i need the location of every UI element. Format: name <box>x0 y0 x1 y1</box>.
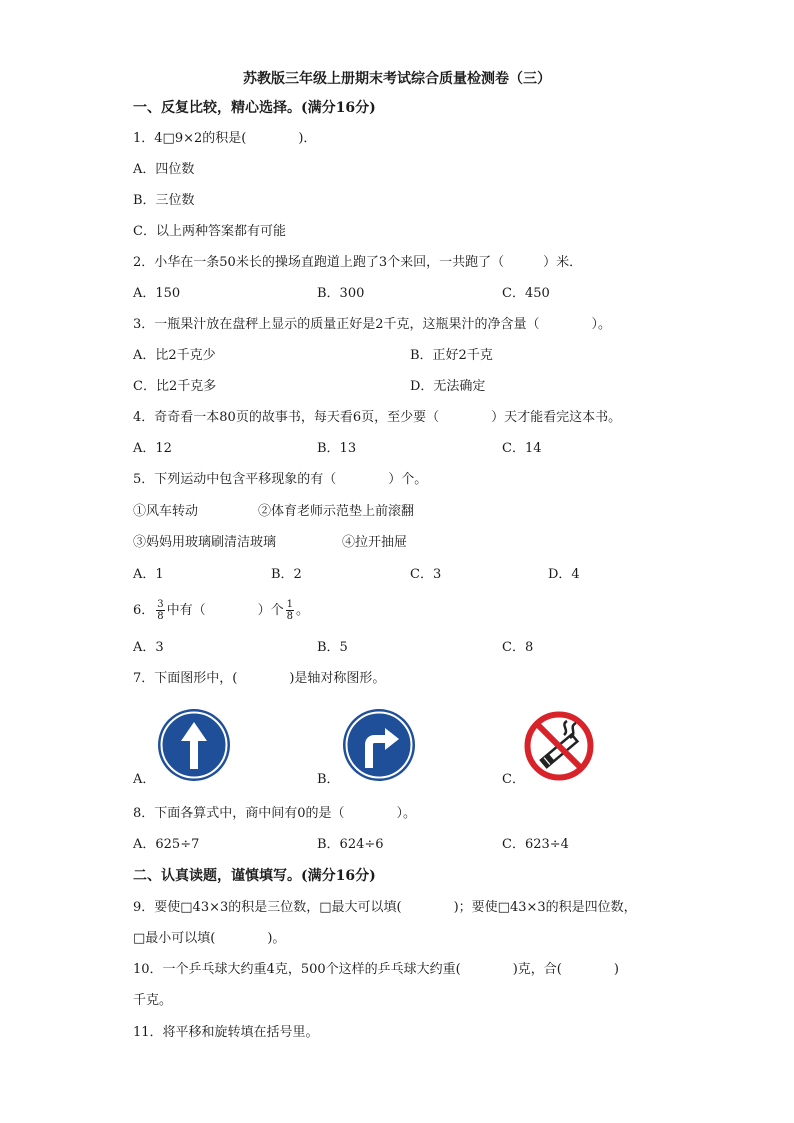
q3-option-d: D．无法确定 <box>410 379 486 394</box>
q3-stem: 3．一瓶果汁放在盘秤上显示的质量正好是2千克，这瓶果汁的净含量（ ）。 <box>133 317 612 332</box>
q10-line-1: 10．一个乒乓球大约重4克，500个这样的乒乓球大约重( )克，合( ) <box>133 962 619 977</box>
q6-option-b: B．5 <box>317 640 348 655</box>
q8-option-b: B．624÷6 <box>317 837 384 852</box>
q7-stem: 7．下面图形中，( )是轴对称图形。 <box>133 671 386 686</box>
q6-option-a: A．3 <box>133 640 164 655</box>
q6-stem <box>133 599 309 623</box>
section-2-heading: 二、认真读题，谨慎填写。(满分16分) <box>133 868 376 884</box>
q6-frac2-denominator: 8 <box>286 611 294 622</box>
q4-option-a: A．12 <box>133 441 172 456</box>
q1-stem: 1．4□9×2的积是( )． <box>133 131 317 146</box>
q7-option-b: B． <box>317 772 340 787</box>
q4-option-b: B．13 <box>317 441 357 456</box>
q8-option-a: A．625÷7 <box>133 837 200 852</box>
q1-option-c: C．以上两种答案都有可能 <box>133 224 286 239</box>
q6-fraction-3-8 <box>156 599 164 622</box>
q4-stem: 4．奇奇看一本80页的故事书，每天看6页，至少要（ ）天才能看完这本书。 <box>133 410 622 425</box>
q5-option-b: B．2 <box>271 567 302 582</box>
section-1-heading: 一、反复比较，精心选择。(满分16分) <box>133 100 376 116</box>
q9-line-1: 9．要使□43×3的积是三位数，□最大可以填( )；要使□43×3的积是四位数， <box>133 900 637 915</box>
q6-option-c: C．8 <box>502 640 534 655</box>
no-smoking-sign-icon <box>522 709 596 783</box>
q7-option-a: A． <box>133 772 156 787</box>
q5-option-a: A．1 <box>133 567 164 582</box>
q6-frac1-numerator: 3 <box>157 599 164 610</box>
q3-option-a: A．比2千克少 <box>133 348 216 363</box>
q1-option-a: A．四位数 <box>133 162 195 177</box>
q6-fraction-1-8 <box>286 599 294 622</box>
page-title: 苏教版三年级上册期末考试综合质量检测卷（三） <box>243 71 551 87</box>
q8-stem: 8．下面各算式中，商中间有0的是（ ）。 <box>133 806 417 821</box>
q2-option-b: B．300 <box>317 286 365 301</box>
q1-option-b: B．三位数 <box>133 193 195 208</box>
q6-middle: 中有（ ）个 <box>166 603 284 618</box>
q3-option-c: C．比2千克多 <box>133 379 217 394</box>
q5-item-4: ④拉开抽屉 <box>342 535 408 550</box>
turn-right-sign-icon <box>342 708 416 782</box>
q5-option-d: D．4 <box>548 567 580 582</box>
q5-option-c: C．3 <box>410 567 442 582</box>
q11-stem: 11．将平移和旋转填在括号里。 <box>133 1025 319 1040</box>
q6-frac2-numerator: 1 <box>286 599 294 610</box>
q6-frac1-denominator: 8 <box>157 611 164 622</box>
q6-prefix: 6． <box>133 603 155 618</box>
q2-option-a: A．150 <box>133 286 181 301</box>
q10-line-2: 千克。 <box>133 993 173 1008</box>
q5-item-2: ②体育老师示范垫上前滚翻 <box>258 504 415 519</box>
q8-option-c: C．623÷4 <box>502 837 569 852</box>
q2-stem: 2．小华在一条50米长的操场直跑道上跑了3个来回，一共跑了（ ）米． <box>133 255 583 270</box>
q3-option-b: B．正好2千克 <box>410 348 493 363</box>
straight-ahead-sign-icon <box>157 708 231 782</box>
q5-item-1: ①风车转动 <box>133 504 199 519</box>
q4-option-c: C．14 <box>502 441 542 456</box>
q9-line-2: □最小可以填( )。 <box>133 931 286 946</box>
q6-suffix: 。 <box>296 603 310 618</box>
q5-stem: 5．下列运动中包含平移现象的有（ ）个。 <box>133 472 428 487</box>
q7-option-c: C． <box>502 772 525 787</box>
q2-option-c: C．450 <box>502 286 550 301</box>
q5-item-3: ③妈妈用玻璃刷清洁玻璃 <box>133 535 277 550</box>
